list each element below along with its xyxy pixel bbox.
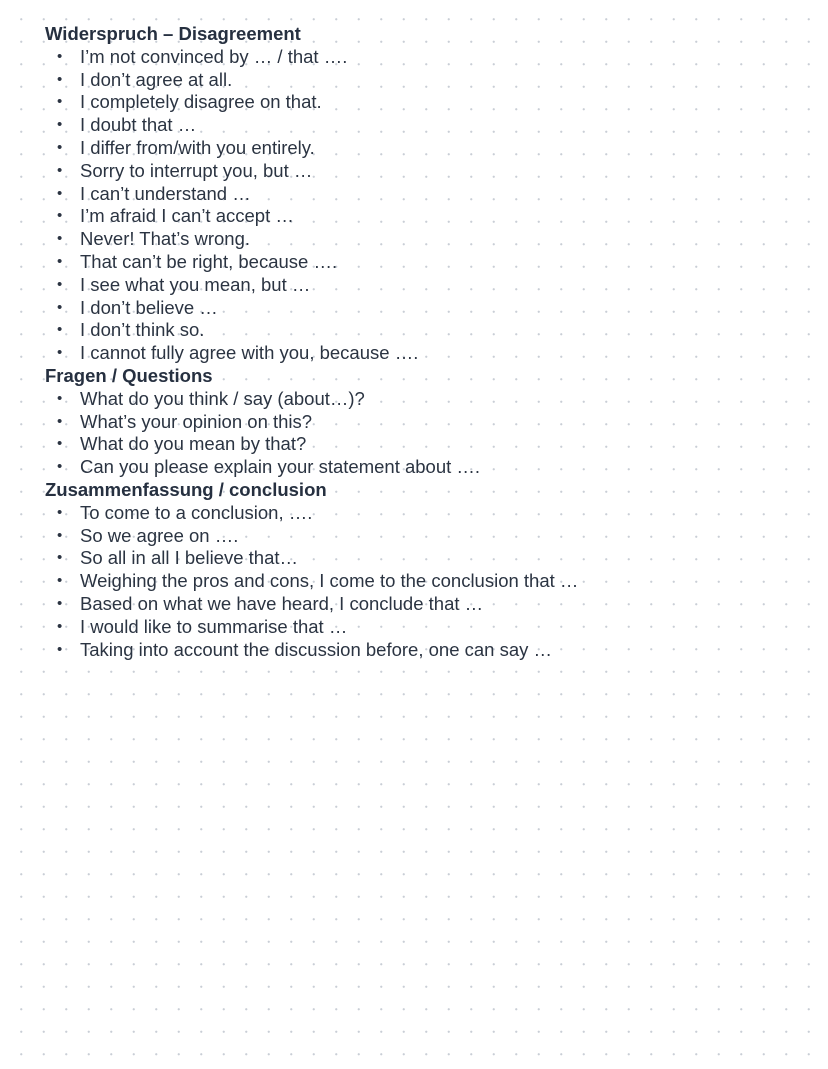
- bullet-icon: •: [57, 344, 63, 362]
- list-item: [45, 251, 805, 274]
- list-item: [45, 183, 805, 206]
- list-item-text: I would like to summarise that …: [80, 615, 348, 637]
- list-item: [45, 319, 805, 342]
- bullet-icon: •: [57, 321, 63, 339]
- bullet-icon: •: [57, 252, 63, 270]
- list-item: [45, 342, 805, 365]
- section-heading-questions: Fragen / Questions: [45, 364, 213, 386]
- list-item-text: I’m afraid I can’t accept …: [80, 205, 294, 227]
- questions-phrase-list: [45, 388, 805, 479]
- bullet-icon: •: [57, 503, 63, 521]
- list-item-text: So we agree on ….: [80, 524, 239, 546]
- list-item: [45, 46, 805, 69]
- list-item: [45, 297, 805, 320]
- conclusion-phrase-list: [45, 502, 805, 662]
- section-conclusion: [45, 479, 805, 661]
- bullet-icon: •: [57, 594, 63, 612]
- list-item: [45, 411, 805, 434]
- bullet-icon: •: [57, 389, 63, 407]
- section-heading-conclusion: Zusammenfassung / conclusion: [45, 478, 327, 500]
- list-item-text: I don’t think so.: [80, 319, 205, 341]
- bullet-icon: •: [57, 93, 63, 111]
- list-item: [45, 114, 805, 137]
- bullet-icon: •: [57, 549, 63, 567]
- list-item-text: I doubt that …: [80, 114, 197, 136]
- list-item-text: I’m not convinced by … / that ….: [80, 45, 348, 67]
- list-item: [45, 160, 805, 183]
- section-heading-disagreement: Widerspruch – Disagreement: [45, 23, 301, 44]
- list-item: [45, 456, 805, 479]
- bullet-icon: •: [57, 70, 63, 88]
- bullet-icon: •: [57, 184, 63, 202]
- phrase-list-document: [45, 23, 805, 661]
- list-item-text: Weighing the pros and cons, I come to the conclusion that …: [80, 570, 579, 592]
- bullet-icon: •: [57, 298, 63, 316]
- list-item: [45, 502, 805, 525]
- list-item-text: That can’t be right, because ….: [80, 250, 338, 272]
- list-item-text: Can you please explain your statement about ….: [80, 456, 481, 478]
- list-item: [45, 69, 805, 92]
- list-item: [45, 639, 805, 662]
- bullet-icon: •: [57, 116, 63, 134]
- bullet-icon: •: [57, 458, 63, 476]
- bullet-icon: •: [57, 275, 63, 293]
- list-item-text: Sorry to interrupt you, but …: [80, 159, 313, 181]
- list-item: [45, 593, 805, 616]
- bullet-icon: •: [57, 572, 63, 590]
- bullet-icon: •: [57, 230, 63, 248]
- section-disagreement: [45, 23, 805, 365]
- list-item-text: I cannot fully agree with you, because ….: [80, 342, 419, 364]
- list-item-text: What do you mean by that?: [80, 433, 307, 455]
- bullet-icon: •: [57, 47, 63, 65]
- list-item-text: Based on what we have heard, I conclude that …: [80, 592, 484, 614]
- list-item-text: I completely disagree on that.: [80, 91, 322, 113]
- bullet-icon: •: [57, 640, 63, 658]
- bullet-icon: •: [57, 435, 63, 453]
- list-item: [45, 274, 805, 297]
- list-item: [45, 137, 805, 160]
- bullet-icon: •: [57, 207, 63, 225]
- list-item: [45, 433, 805, 456]
- list-item: [45, 388, 805, 411]
- bullet-icon: •: [57, 617, 63, 635]
- list-item-text: Never! That’s wrong.: [80, 228, 251, 250]
- bullet-icon: •: [57, 161, 63, 179]
- bullet-icon: •: [57, 412, 63, 430]
- list-item-text: What’s your opinion on this?: [80, 410, 313, 432]
- list-item-text: I don’t believe …: [80, 296, 218, 318]
- list-item-text: I see what you mean, but …: [80, 273, 311, 295]
- list-item-text: So all in all I believe that…: [80, 547, 299, 569]
- list-item: [45, 616, 805, 639]
- bullet-icon: •: [57, 138, 63, 156]
- list-item-text: I don’t agree at all.: [80, 68, 233, 90]
- list-item: [45, 205, 805, 228]
- list-item-text: I can’t understand …: [80, 182, 251, 204]
- bullet-icon: •: [57, 526, 63, 544]
- list-item: [45, 228, 805, 251]
- list-item: [45, 525, 805, 548]
- list-item-text: Taking into account the discussion before, one can say …: [80, 638, 553, 660]
- list-item-text: What do you think / say (about…)?: [80, 387, 365, 409]
- list-item-text: To come to a conclusion, ….: [80, 501, 313, 523]
- section-questions: [45, 365, 805, 479]
- list-item: [45, 570, 805, 593]
- list-item: [45, 91, 805, 114]
- list-item-text: I differ from/with you entirely.: [80, 136, 315, 158]
- list-item: [45, 547, 805, 570]
- disagreement-phrase-list: [45, 46, 805, 365]
